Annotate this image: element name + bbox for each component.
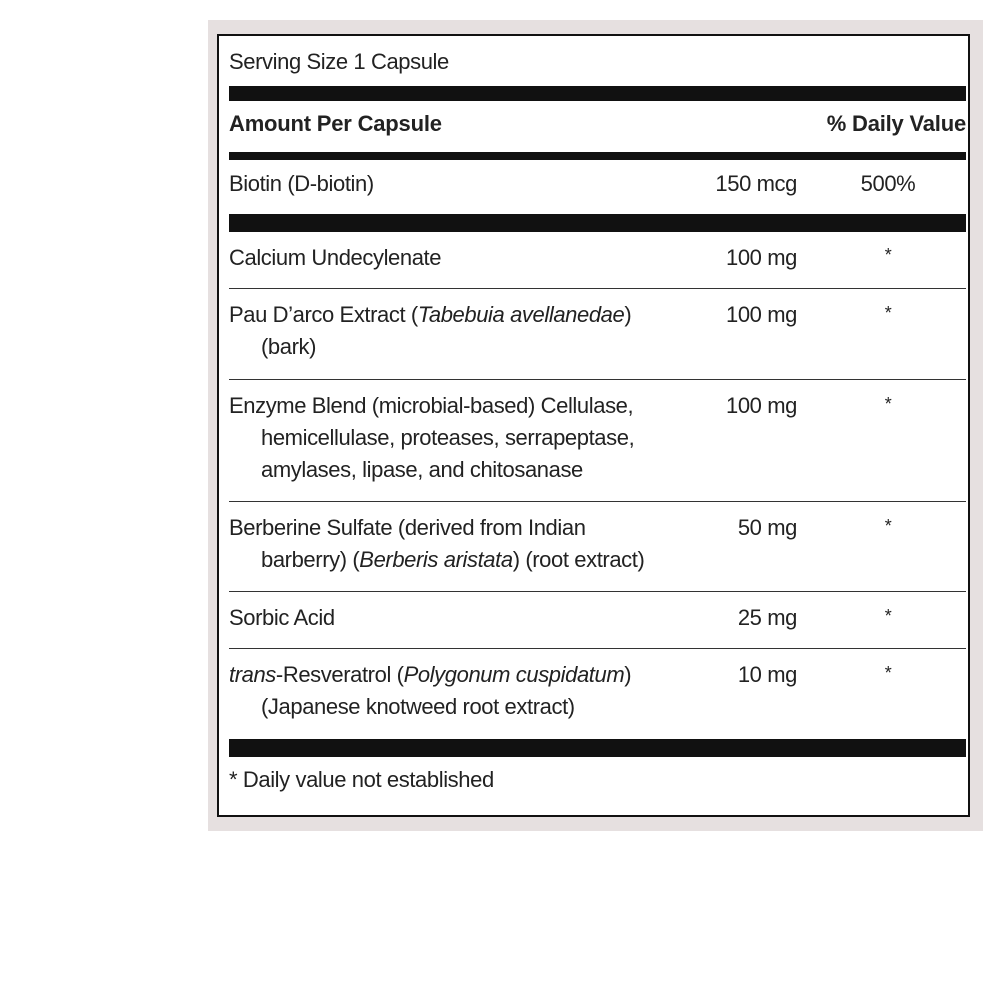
serving-size: Serving Size 1 Capsule [229, 49, 449, 74]
ingredient-name: trans-Resveratrol (Polygonum cuspidatum) [229, 662, 632, 687]
row-divider [229, 648, 966, 649]
ingredient-name: Sorbic Acid [229, 605, 335, 630]
row-divider [229, 501, 966, 502]
biotin-daily-value: 500% [860, 171, 916, 196]
daily-value-header: % Daily Value [826, 111, 966, 136]
ingredient-daily-value: * [884, 663, 892, 683]
ingredient-amount: 100 mg [726, 302, 797, 327]
ingredient-amount: 100 mg [726, 393, 797, 418]
ingredient-name-continued: barberry) (Berberis aristata) (root extract) [261, 547, 645, 572]
ingredient-name-continued: hemicellulase, proteases, serrapeptase, [261, 425, 635, 450]
ingredient-name-continued: (Japanese knotweed root extract) [261, 694, 575, 719]
ingredient-name-continued: amylases, lipase, and chitosanase [261, 457, 583, 482]
ingredient-name: Pau D’arco Extract (Tabebuia avellanedae) [229, 302, 632, 327]
ingredient-daily-value: * [884, 245, 892, 265]
biotin-name: Biotin (D-biotin) [229, 171, 374, 196]
ingredient-name: Calcium Undecylenate [229, 245, 442, 270]
row-divider [229, 379, 966, 380]
ingredient-daily-value: * [884, 516, 892, 536]
ingredient-amount: 10 mg [737, 662, 797, 687]
biotin-amount: 150 mcg [715, 171, 797, 196]
ingredient-amount: 100 mg [726, 245, 797, 270]
thick-divider [229, 739, 966, 757]
ingredient-amount: 50 mg [737, 515, 797, 540]
footnote: * Daily value not established [229, 767, 494, 792]
ingredient-daily-value: * [884, 606, 892, 626]
thick-divider [229, 214, 966, 232]
row-divider [229, 288, 966, 289]
ingredient-name: Enzyme Blend (microbial-based) Cellulase, [229, 393, 634, 418]
thick-divider [229, 86, 966, 101]
ingredient-daily-value: * [884, 303, 892, 323]
row-divider [229, 591, 966, 592]
ingredient-name: Berberine Sulfate (derived from Indian [229, 515, 586, 540]
amount-per-capsule-header: Amount Per Capsule [229, 111, 442, 136]
ingredient-name-continued: (bark) [261, 334, 317, 359]
ingredient-amount: 25 mg [737, 605, 797, 630]
ingredient-daily-value: * [884, 394, 892, 414]
supplement-facts-panel [217, 34, 970, 817]
medium-divider [229, 152, 966, 160]
